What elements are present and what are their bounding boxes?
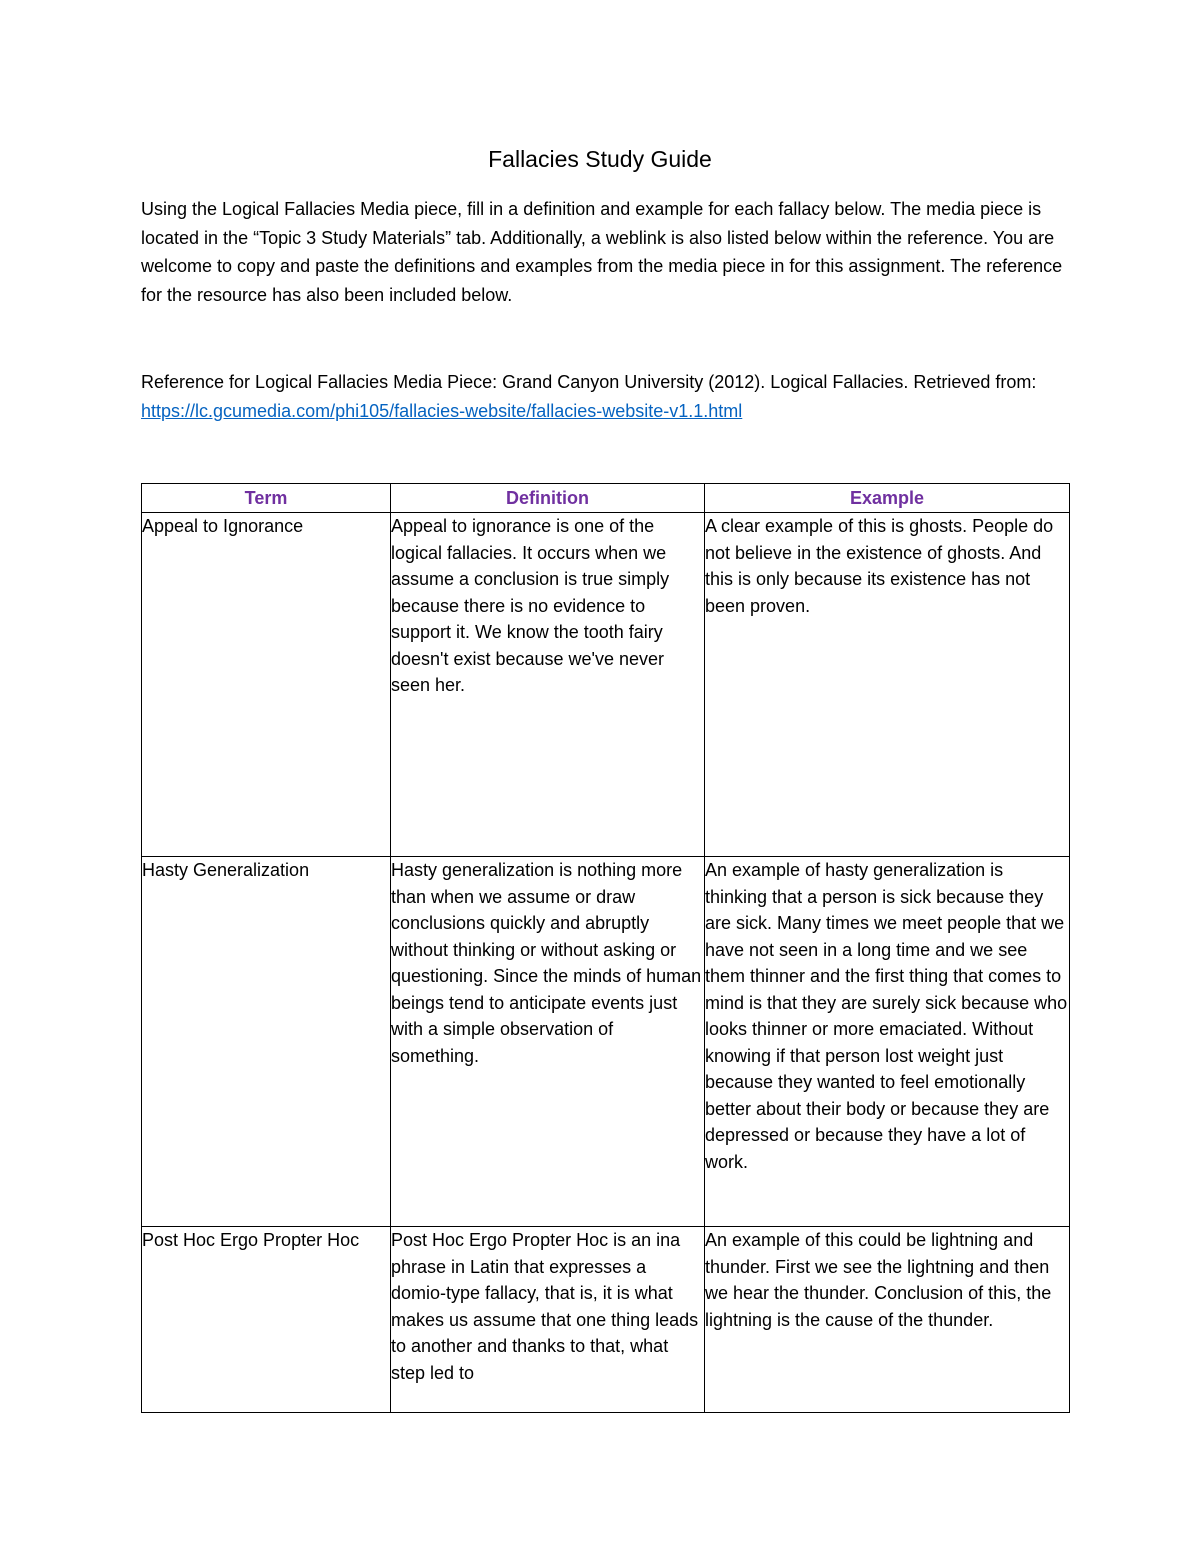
table-row [142, 1227, 1070, 1413]
reference-link[interactable]: https://lc.gcumedia.com/phi105/fallacies-website/fallacies-website-v1.1.html [141, 400, 743, 421]
header-definition: Definition [391, 484, 705, 513]
term-cell: Post Hoc Ergo Propter Hoc [142, 1227, 391, 1413]
definition-cell: Appeal to ignorance is one of the logical fallacies. It occurs when we assume a conclusion is true simply because there is no evidence to support it. We know the tooth fairy doesn't exist because we've never seen her. [391, 513, 705, 857]
term-cell: Hasty Generalization [142, 857, 391, 1227]
fallacies-table [141, 483, 1070, 1413]
table-row [142, 513, 1070, 857]
header-example: Example [705, 484, 1070, 513]
reference-paragraph [141, 368, 1066, 425]
table-row [142, 857, 1070, 1227]
example-cell: An example of this could be lightning and thunder. First we see the lightning and then we hear the thunder. Conclusion of this, the lightning is the cause of the thunder. [705, 1227, 1070, 1413]
reference-text: Reference for Logical Fallacies Media Piece: Grand Canyon University (2012). Logical Fallacies. Retrieved from: [141, 372, 1037, 392]
header-term: Term [142, 484, 391, 513]
table-header-row [142, 484, 1070, 513]
definition-cell: Post Hoc Ergo Propter Hoc is an ina phrase in Latin that expresses a domio-type fallacy, that is, it is what makes us assume that one thing leads to another and thanks to that, what step led to [391, 1227, 705, 1413]
intro-paragraph: Using the Logical Fallacies Media piece, fill in a definition and example for each fallacy below. The media piece is located in the “Topic 3 Study Materials” tab. Additionally, a weblink is also listed below within the reference. You are welcome to copy and paste the definitions and examples from the media piece in for this assignment. The reference for the resource has also been included below. [141, 199, 1063, 305]
example-cell: An example of hasty generalization is thinking that a person is sick because they are sick. Many times we meet people that we have not seen in a long time and we see them thinner and the first thing that comes to mind is that they are surely sick because who looks thinner or more emaciated. Without knowing if that person lost weight just because they wanted to feel emotionally better about their body or because they are depressed or because they have a lot of work. [705, 857, 1070, 1227]
example-cell: A clear example of this is ghosts. People do not believe in the existence of ghosts. And this is only because its existence has not been proven. [705, 513, 1070, 857]
term-cell: Appeal to Ignorance [142, 513, 391, 857]
page-title: Fallacies Study Guide [488, 146, 712, 172]
definition-cell: Hasty generalization is nothing more than when we assume or draw conclusions quickly and abruptly without thinking or without asking or questioning. Since the minds of human beings tend to anticipate events just with a simple observation of something. [391, 857, 705, 1227]
